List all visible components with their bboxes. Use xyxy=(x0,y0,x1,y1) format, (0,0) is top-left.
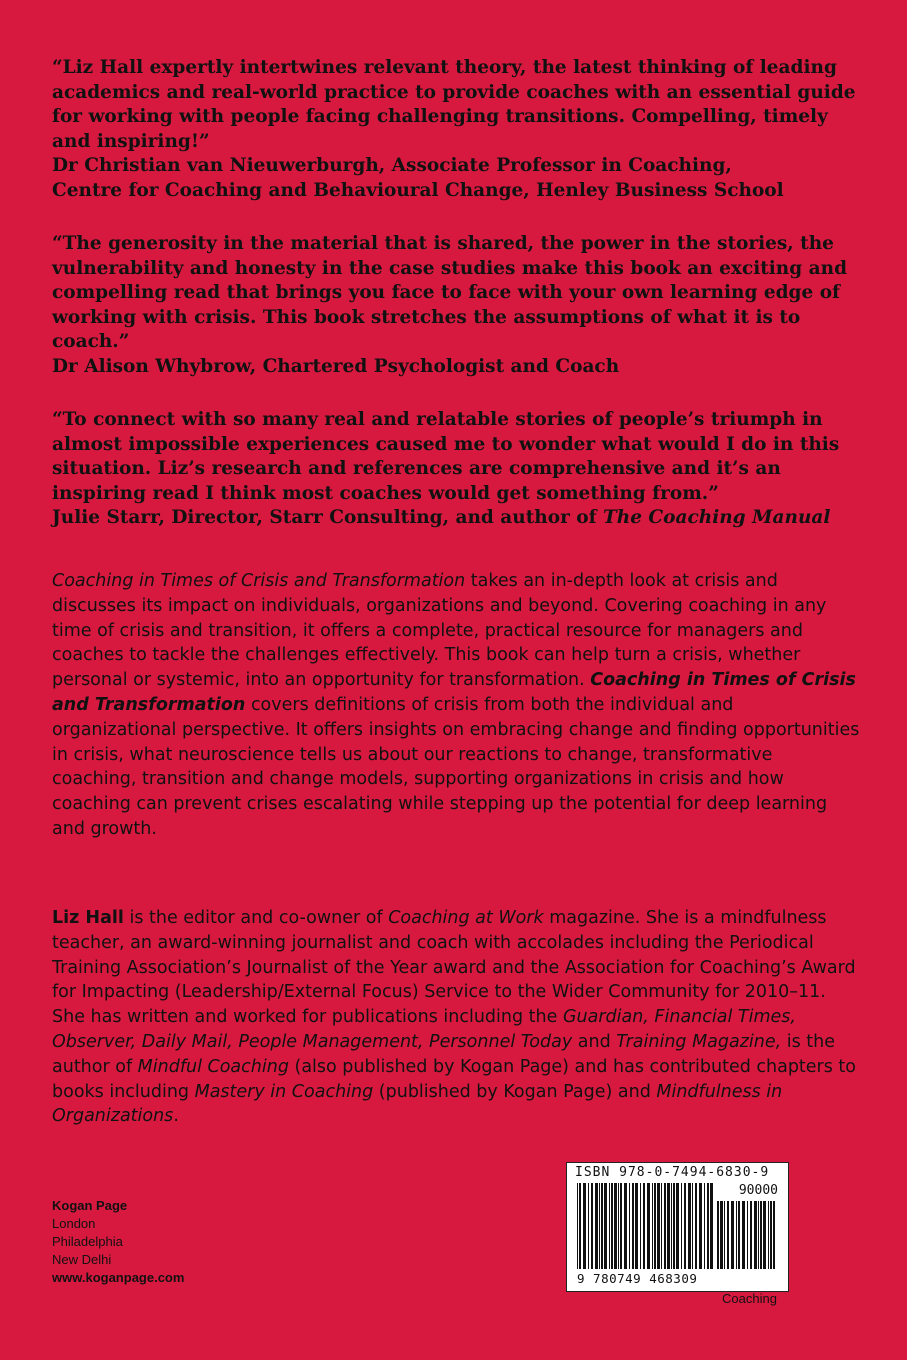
barcode-bar xyxy=(760,1201,762,1269)
isbn-label: ISBN 978-0-7494-6830-9 xyxy=(575,1165,770,1180)
quote-text: “The generosity in the material that is shared, the power in the stories, the vulnerability and honesty in the case studies make this book an exciting and compelling read that brings you face to face with your own learning edge of working with crisis. This book stretches the assumptions of what it is to coach.” xyxy=(52,233,848,352)
barcode-bar xyxy=(688,1183,691,1269)
quote-author: Dr Alison Whybrow, Chartered Psychologist and Coach xyxy=(52,355,620,377)
barcode-bar xyxy=(692,1183,693,1269)
book-title: Coaching in Times of Crisis and Transformation xyxy=(52,571,466,591)
barcode-addon-bars xyxy=(717,1201,775,1269)
barcode-bar xyxy=(699,1183,702,1269)
barcode-bar xyxy=(676,1183,679,1269)
barcode-bar xyxy=(763,1201,766,1269)
bio-text: magazine. She is a mindfulness teacher, an award-winning journalist and coach with accolades including the Periodical Training Association’s Journalist of the Year award and the Association for Coaching’s Award for Impacting (Leadership/External Focus) Service to the Wider Community for 2010–11. She has written and worked for publications including the xyxy=(52,908,856,1028)
barcode-bar xyxy=(664,1183,666,1269)
barcode-bar xyxy=(620,1183,622,1269)
publisher-website: www.koganpage.com xyxy=(52,1270,185,1285)
isbn-barcode xyxy=(566,1162,789,1292)
barcode-bar xyxy=(758,1201,759,1269)
bio-text: (also published by Kogan Page) and has contributed chapters to books including xyxy=(52,1056,856,1102)
barcode-bar xyxy=(750,1201,752,1269)
book-title: Coaching in Times of Crisis and Transformation xyxy=(52,670,856,715)
barcode-bar xyxy=(599,1183,600,1269)
review-quote-3 xyxy=(52,408,862,531)
barcode-bar xyxy=(588,1183,589,1269)
publisher-block xyxy=(52,1197,184,1287)
barcode-bar xyxy=(624,1183,627,1269)
barcode-bar xyxy=(614,1183,617,1269)
barcode-bar xyxy=(710,1183,713,1269)
barcode-bar xyxy=(738,1201,740,1269)
bio-text: is the editor and co-owner of xyxy=(123,908,389,928)
book-description xyxy=(52,569,862,842)
review-quote-2 xyxy=(52,232,862,379)
review-quote-1 xyxy=(52,56,862,203)
quote-author: Dr Christian van Nieuwerburgh, Associate Professor in Coaching, xyxy=(52,155,732,176)
publisher-name: Kogan Page xyxy=(52,1198,128,1213)
barcode-bar xyxy=(731,1201,734,1269)
barcode-bar xyxy=(661,1183,662,1269)
barcode-bar xyxy=(673,1183,675,1269)
bio-title: Mastery in Coaching xyxy=(194,1081,374,1102)
bio-text: (published by Kogan Page) and xyxy=(373,1081,657,1102)
barcode-bar xyxy=(768,1201,769,1269)
description-part-2: covers definitions of crisis from both the individual and organizational perspective. It offers insights on embracing change and finding opportunities in crisis, what neuroscience tells us about our reactions to change, transformative coaching, transition and change models, supporting organizations in crisis and how coaching can prevent crises escalating while stepping up the potential for deep learning and growth. xyxy=(52,694,860,839)
publisher-city: New Delhi xyxy=(52,1252,112,1267)
barcode-bar xyxy=(601,1183,603,1269)
barcode-bar xyxy=(635,1183,638,1269)
barcode-bar xyxy=(684,1183,686,1269)
barcode-bar xyxy=(736,1201,737,1269)
barcode-bar xyxy=(604,1183,607,1269)
publisher-city: London xyxy=(52,1216,96,1231)
publisher-city: Philadelphia xyxy=(52,1234,123,1249)
barcode-number: 9 780749 468309 xyxy=(577,1271,698,1286)
barcode-bars xyxy=(577,1183,713,1269)
book-category: Coaching xyxy=(722,1291,777,1306)
barcode-bar xyxy=(727,1201,729,1269)
barcode-bar xyxy=(652,1183,653,1269)
barcode-bar xyxy=(640,1183,641,1269)
bio-text: . xyxy=(173,1106,179,1127)
barcode-bar xyxy=(695,1183,697,1269)
quote-author-affiliation: Centre for Coaching and Behavioural Change, Henley Business School xyxy=(52,179,784,201)
quote-author xyxy=(52,506,862,531)
author-name: Liz Hall xyxy=(52,908,124,928)
price-code: 90000 xyxy=(738,1183,778,1198)
barcode-bar xyxy=(643,1183,645,1269)
barcode-bar xyxy=(724,1201,725,1269)
barcode-bar xyxy=(667,1183,670,1269)
barcode-bar xyxy=(632,1183,634,1269)
barcode-bar xyxy=(647,1183,650,1269)
quote-text: “To connect with so many real and relatable stories of people’s triumph in almost impossible experiences caused me to wonder what would I do in this situation. Liz’s research and references are comprehensive and it’s an inspiring read I think most coaches would get something from.” xyxy=(52,409,840,504)
barcode-bar xyxy=(720,1201,723,1269)
bio-title: Mindfulness in Organizations xyxy=(52,1081,783,1127)
barcode-bar xyxy=(770,1201,772,1269)
description-part-1: takes an in-depth look at crisis and discusses its impact on individuals, organizations and beyond. Covering coaching in any time of crisis and transition, it offers a complete, practical resource for managers and coaches to tackle the challenges effectively. This book can help turn a crisis, whether personal or systemic, into an opportunity for transformation. xyxy=(52,571,827,691)
barcode-bar xyxy=(577,1183,578,1269)
author-bio xyxy=(52,906,862,1129)
barcode-bar xyxy=(618,1183,619,1269)
quote-text: “Liz Hall expertly intertwines relevant theory, the latest thinking of leading academics and real-world practice to provide coaches with an essential guide for working with people facing challenging transitions. Compelling, timely and inspiring!” xyxy=(52,57,856,152)
author-name: Julie Starr, Director, Starr Consulting, and author of xyxy=(52,507,603,528)
bio-publications: Guardian, Financial Times, Observer, Daily Mail, People Management, Personnel Today xyxy=(52,1007,796,1052)
barcode-bar xyxy=(595,1183,598,1269)
barcode-bar xyxy=(747,1201,748,1269)
barcode-bar xyxy=(773,1201,775,1269)
barcode-bar xyxy=(654,1183,656,1269)
barcode-bar xyxy=(591,1183,593,1269)
barcode-bar xyxy=(671,1183,672,1269)
barcode-bar xyxy=(579,1183,581,1269)
author-book-title: The Coaching Manual xyxy=(603,507,831,528)
barcode-bar xyxy=(704,1183,705,1269)
bio-title: Coaching at Work xyxy=(388,908,544,928)
barcode-bar xyxy=(657,1183,660,1269)
bio-title: Mindful Coaching xyxy=(137,1056,289,1077)
barcode-bar xyxy=(611,1183,613,1269)
bio-text: and xyxy=(572,1031,617,1052)
barcode-bar xyxy=(583,1183,586,1269)
bio-text: is the author of xyxy=(52,1031,836,1077)
barcode-bar xyxy=(629,1183,630,1269)
barcode-bar xyxy=(754,1201,757,1269)
barcode-bar xyxy=(707,1183,709,1269)
barcode-bar xyxy=(681,1183,682,1269)
barcode-bar xyxy=(609,1183,610,1269)
bio-publication: Training Magazine, xyxy=(616,1031,782,1052)
barcode-bar xyxy=(742,1201,745,1269)
barcode-bar xyxy=(717,1201,719,1269)
